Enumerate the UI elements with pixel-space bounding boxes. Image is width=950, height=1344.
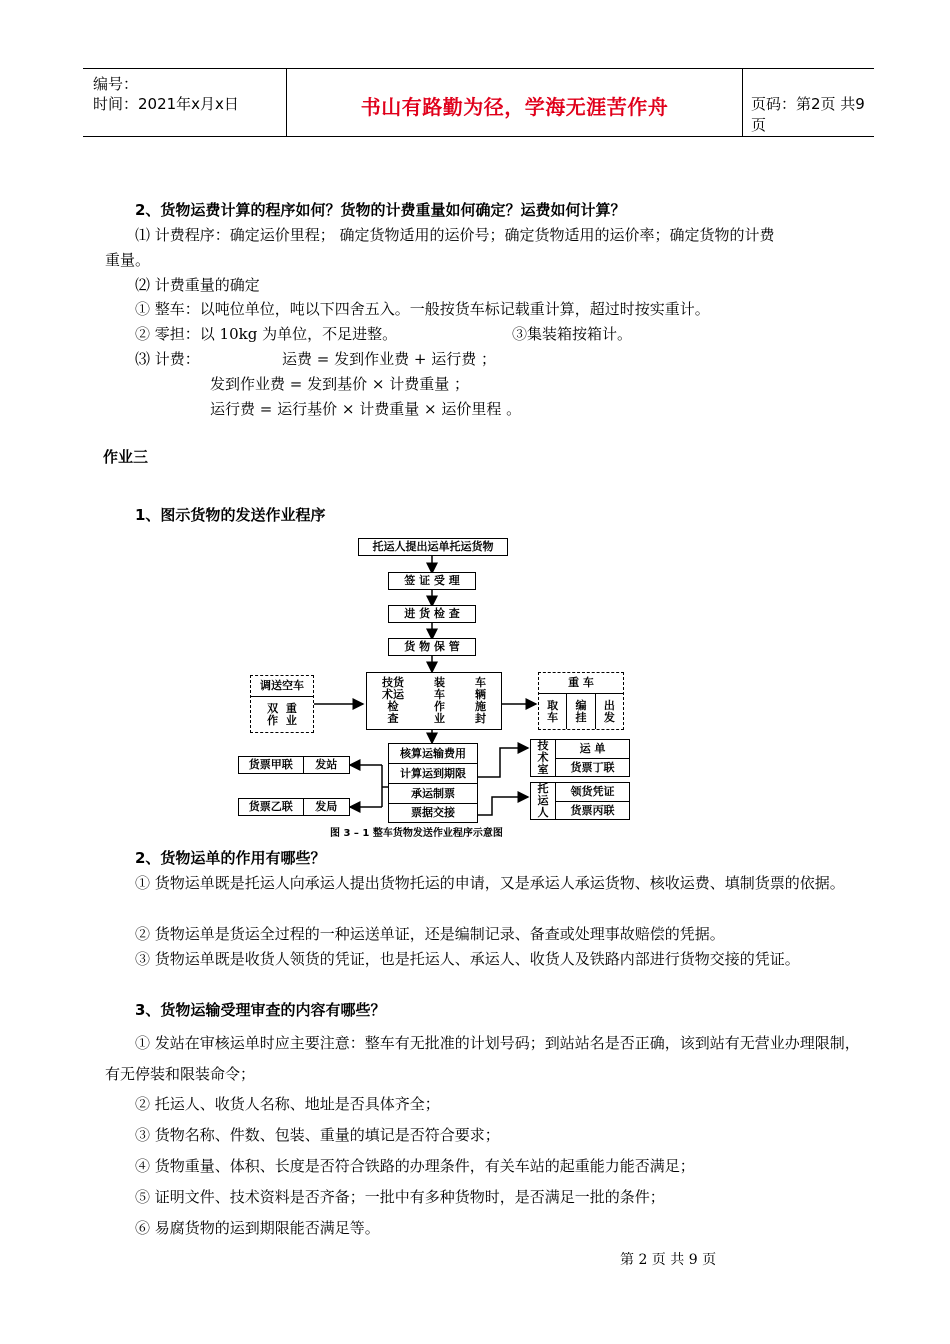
flow-list-item: 承运制票 xyxy=(389,784,477,804)
flow-center-b: 装 车 作 业 xyxy=(434,676,445,725)
flow-step-box: 货 物 保 管 xyxy=(388,638,476,656)
answer-paragraph: ① 货物运单既是托运人向承运人提出货物托运的申请，又是承运人承运货物、核收运费、填制货票的依据。 xyxy=(135,874,845,892)
question-2-title: 2、货物运费计算的程序如何？货物的计费重量如何确定？运费如何计算？ xyxy=(135,201,626,219)
flow-list-item: 计算运到期限 xyxy=(389,764,477,784)
answer-paragraph: ② 货物运单是货运全过程的一种运送单证，还是编制记录、备查或处理事故赔偿的凭据。 xyxy=(135,925,725,943)
header-left-cell xyxy=(83,69,286,136)
ticket-b-dest: 发局 xyxy=(315,800,338,813)
paragraph: ⑶ 计费： xyxy=(135,350,200,368)
answer-paragraph: ① 发站在审核运单时应主要注意：整车有无批准的计划号码；到站站名是否正确，该到站有无营业办理限制，有无停装和限装命令； xyxy=(105,1034,860,1083)
paragraph: 重量。 xyxy=(105,251,151,269)
page-header xyxy=(83,68,874,137)
answer-line: ④ 货物重量、体积、长度是否符合铁路的办理条件，有关车站的起重能力能否满足； xyxy=(135,1157,695,1175)
ticket-b-label: 货票乙联 xyxy=(239,799,304,815)
question-2-title: 2、货物运单的作用有哪些？ xyxy=(135,849,326,867)
flow-right-top-label: 重 车 xyxy=(539,673,623,694)
header-motto-cell xyxy=(286,69,743,136)
flow-center-a: 技货 术运 检 查 xyxy=(382,676,404,725)
formula: 运费 = 发到作业费 + 运行费 ； xyxy=(282,350,496,368)
flow-right-cell: 编 挂 xyxy=(566,694,595,729)
flow-right-dashed-box xyxy=(538,672,624,730)
flow-list-item: 票据交接 xyxy=(411,806,455,819)
tech-room-label: 技 术 室 xyxy=(531,740,556,776)
question-1-title: 1、图示货物的发送作业程序 xyxy=(135,506,326,524)
paragraph: ② 零担：以 10kg 为单位，不足进整。 xyxy=(135,325,398,343)
ticket-a-dest: 发站 xyxy=(315,758,338,771)
question-3-title: 3、货物运输受理审查的内容有哪些？ xyxy=(135,1001,386,1019)
answer-line: ⑥ 易腐货物的运到期限能否满足等。 xyxy=(135,1219,380,1237)
section-title: 作业三 xyxy=(103,448,149,466)
formula: 发到作业费 = 发到基价 × 计费重量 ； xyxy=(210,375,469,393)
answer-line: ③ 货物名称、件数、包装、重量的填记是否符合要求； xyxy=(135,1126,500,1144)
formula: 运行费 = 运行基价 × 计费重量 × 运价里程 。 xyxy=(210,400,522,418)
page-label: 页码：第2页 共9页 xyxy=(751,95,865,134)
flow-right-cell: 出 发 xyxy=(603,698,615,724)
flow-center-c: 车 辆 施 封 xyxy=(475,676,486,725)
paragraph: ⑴ 计费程序：确定运价里程； 确定货物适用的运价号；确定货物适用的运价率；确定货物的计费 xyxy=(135,226,775,244)
tech-room-box xyxy=(530,739,630,777)
page-footer: 第 2 页 共 9 页 xyxy=(620,1252,717,1268)
answer-line: ② 托运人、收货人名称、地址是否具体齐全； xyxy=(135,1095,440,1113)
flow-step-box: 进 货 检 查 xyxy=(388,605,476,623)
paragraph: ⑵ 计费重量的确定 xyxy=(135,276,260,294)
flow-center-box xyxy=(366,672,502,730)
tech-item: 运 单 xyxy=(556,740,629,759)
ticket-a-label: 货票甲联 xyxy=(239,757,304,773)
flowchart xyxy=(230,535,630,840)
code-label: 编号： xyxy=(93,75,139,93)
paragraph: ③集装箱按箱计。 xyxy=(512,325,633,343)
motto: 书山有路勤为径，学海无涯苦作舟 xyxy=(360,95,669,119)
ticket-a-box xyxy=(238,756,350,774)
tech-item: 货票丁联 xyxy=(570,761,615,774)
paragraph: ① 整车：以吨位单位，吨以下四舍五入。一般按货车标记载重计算，超过时按实重计。 xyxy=(135,300,710,318)
flow-left-dashed-box xyxy=(250,675,314,733)
flow-left-top-label: 调送空车 xyxy=(251,676,313,697)
ticket-b-box xyxy=(238,798,350,816)
flow-left-bottom-label: 双 重 作 业 xyxy=(267,702,297,727)
answer-paragraph: ③ 货物运单既是收货人领货的凭证，也是托运人、承运人、收货人及铁路内部进行货物交接的凭证。 xyxy=(135,950,800,968)
shipper-box xyxy=(530,782,630,820)
shipper-item: 货票丙联 xyxy=(570,804,615,817)
shipper-label: 托 运 人 xyxy=(531,783,556,819)
flowchart-caption: 图 3 – 1 整车货物发送作业程序示意图 xyxy=(330,828,503,839)
answer-line: ⑤ 证明文件、技术资料是否齐备；一批中有多种货物时，是否满足一批的条件； xyxy=(135,1188,665,1206)
flow-list-box xyxy=(388,743,478,823)
header-right-cell xyxy=(741,69,874,136)
flow-start-box: 托运人提出运单托运货物 xyxy=(358,538,508,556)
date-label: 时间：2021年x月x日 xyxy=(93,95,239,113)
flow-step-box: 签 证 受 理 xyxy=(388,572,476,590)
shipper-item: 领货凭证 xyxy=(556,783,629,802)
flow-right-cell: 取 车 xyxy=(547,698,559,724)
flow-list-item: 核算运输费用 xyxy=(389,744,477,764)
